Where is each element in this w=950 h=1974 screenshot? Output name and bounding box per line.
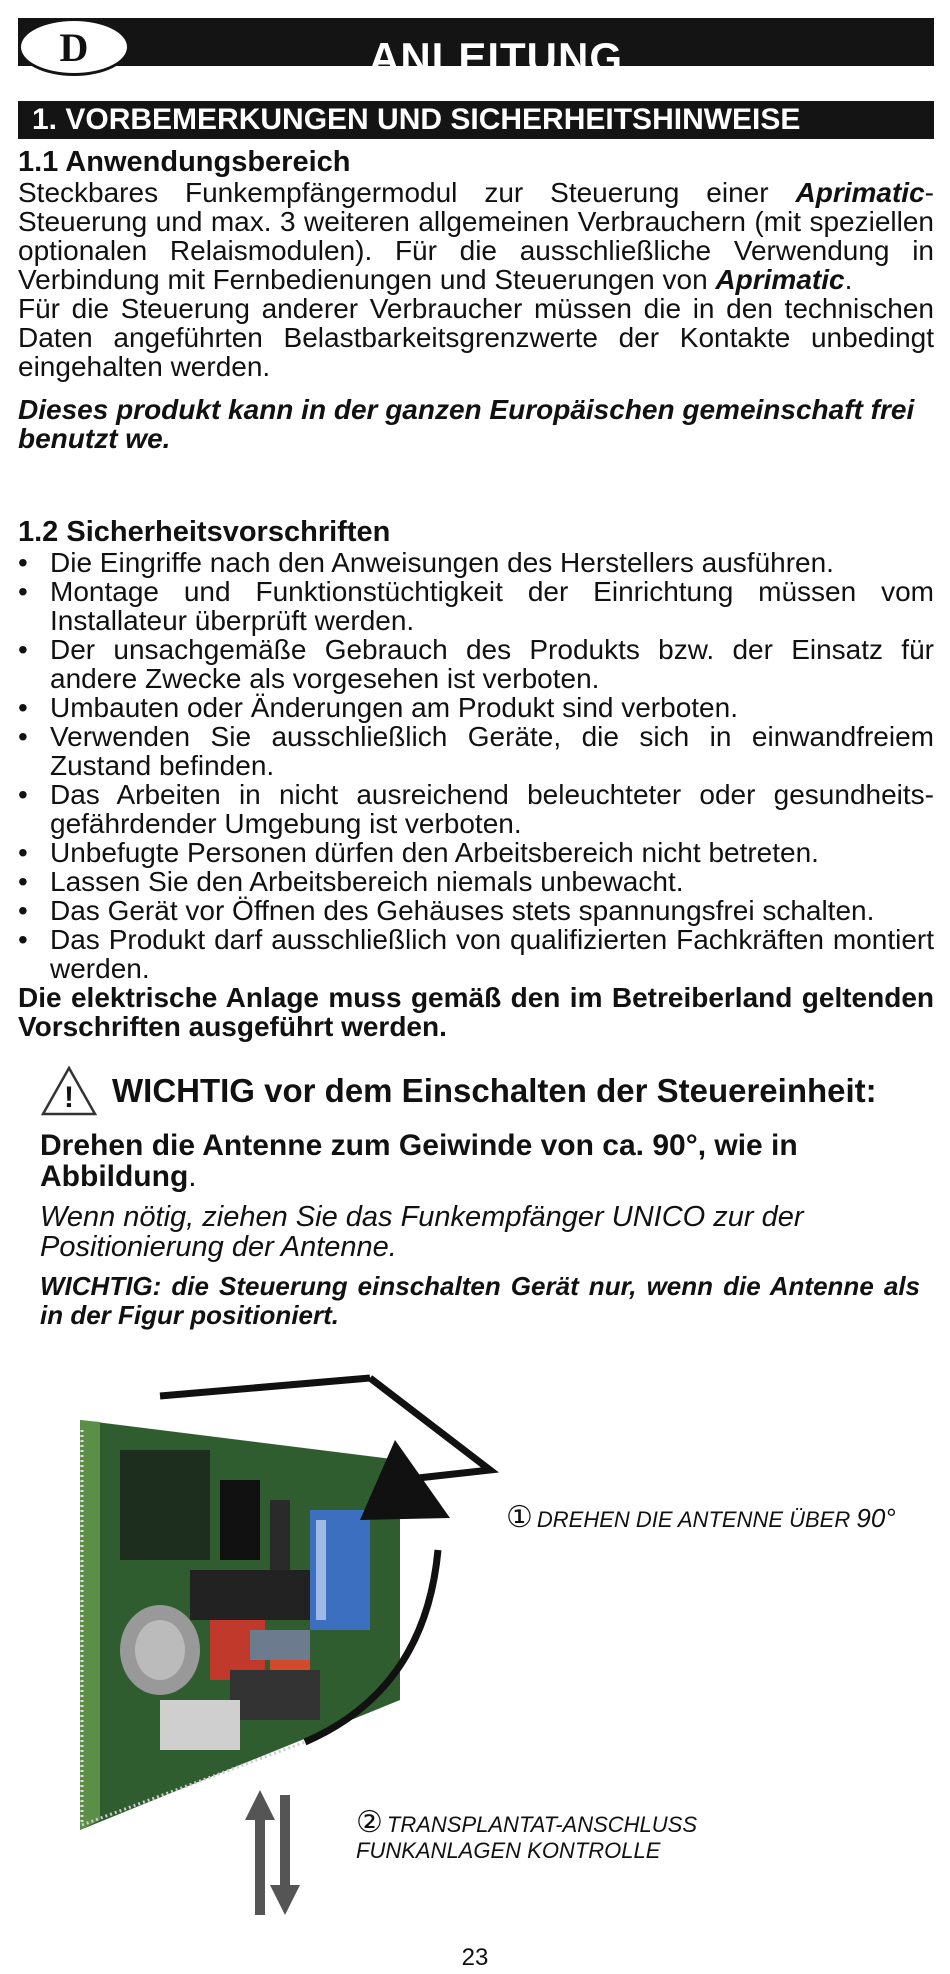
bullet: •	[18, 866, 28, 897]
callout-text: TRANSPLANTAT-ANSCHLUSS FUNKANLAGEN KONTROLLE	[356, 1812, 698, 1863]
warning-symbol: !	[64, 1081, 74, 1114]
warning-instruction: Drehen die Antenne zum Geiwinde von ca. 90°, wie in Abbildung.	[40, 1129, 798, 1193]
safety-rule-item: • Unbefugte Personen dürfen den Arbeitsbereich nicht betreten.	[18, 837, 819, 868]
warning-block	[40, 1062, 920, 1330]
scope-heading: 1.1 Anwendungsbereich	[18, 146, 351, 178]
page-number: 23	[461, 1944, 489, 1971]
page-title: ANLEITUNG	[369, 34, 623, 81]
safety-heading: 1.2 Sicherheitsvorschriften	[18, 516, 391, 548]
scope-section	[18, 146, 934, 453]
safety-rule-item: • Montage und Funktionstüchtigkeit der Einrichtung müssen vom Installateur überprüft werden.	[18, 576, 934, 636]
scope-paragraph-1: Steckbares Funkempfängermodul zur Steuerung einer Aprimatic-Steuerung und max. 3 weiteren allgemeinen Verbrauchern (mit speziellen optionalen Relaismodulen). Für die ausschließliche Verwendung in Verbindung mit Fernbedienungen und Steuerungen von Aprimatic.	[18, 177, 934, 295]
bullet: •	[18, 634, 28, 665]
callout-number: ①	[506, 1501, 533, 1534]
safety-section	[18, 516, 934, 1041]
safety-rule-item: • Verwenden Sie ausschließlich Geräte, die sich in einwandfreiem Zustand befinden.	[18, 721, 934, 781]
antenna-figure	[60, 1370, 920, 1920]
callout-text: DREHEN DIE ANTENNE ÜBER	[536, 1507, 851, 1532]
section-title: 1. VORBEMERKUNGEN UND SICHERHEITSHINWEISE	[18, 101, 934, 139]
eu-usage-note: Dieses produkt kann in der ganzen Europäischen gemeinschaft frei benutzt we.	[18, 394, 915, 454]
safety-rule-item: • Lassen Sie den Arbeitsbereich niemals unbewacht.	[18, 866, 684, 897]
safety-rule-item: • Umbauten oder Änderungen am Produkt sind verboten.	[18, 692, 738, 723]
warning-important-note: WICHTIG: die Steuerung einschalten Gerät nur, wenn die Antenne als in der Figur positioniert.	[40, 1271, 920, 1330]
header-bar	[18, 18, 934, 81]
bullet: •	[18, 692, 28, 723]
scope-paragraph-2: Für die Steuerung anderer Verbraucher müssen die in den technischen Daten angeführten Belastbarkeitsgrenzwerte der Kontakte unbedingt eingehalten werden.	[18, 293, 934, 382]
safety-rule-item: • Der unsachgemäße Gebrauch des Produkts bzw. der Einsatz für andere Zwecke als vorgesehen ist verboten.	[18, 634, 934, 694]
safety-closing-note: Die elektrische Anlage muss gemäß den im Betreiberland geltenden Vorschriften ausgeführt werden.	[18, 982, 934, 1042]
safety-rule-item: • Die Eingriffe nach den Anweisungen des Herstellers ausführen.	[18, 547, 834, 578]
warning-title: WICHTIG vor dem Einschalten der Steuereinheit:	[112, 1072, 877, 1109]
bullet: •	[18, 924, 28, 955]
warning-triangle-icon	[40, 1065, 98, 1117]
callout-rotate-antenna	[506, 1500, 896, 1535]
callout-degrees: 90°	[856, 1503, 896, 1533]
safety-rule-item: • Das Arbeiten in nicht ausreichend beleuchteter oder gesundheits-gefährdender Umgebung ist verboten.	[18, 779, 934, 839]
safety-rule-item: • Das Produkt darf ausschließlich von qualifizierten Fachkräften montiert werden.	[18, 924, 934, 984]
warning-hint: Wenn nötig, ziehen Sie das Funkempfänger UNICO zur der Positionierung der Antenne.	[40, 1201, 804, 1263]
bullet: •	[18, 721, 28, 752]
language-badge: D	[18, 18, 130, 76]
callout-number: ②	[356, 1806, 383, 1839]
safety-rules-list	[18, 548, 934, 983]
bullet: •	[18, 779, 28, 810]
safety-rule-item: • Das Gerät vor Öffnen des Gehäuses stets spannungsfrei schalten.	[18, 895, 875, 926]
bullet: •	[18, 576, 28, 607]
callout-connection-check	[356, 1806, 826, 1864]
brand-name: Aprimatic	[715, 264, 845, 295]
bullet: •	[18, 895, 28, 926]
bullet: •	[18, 547, 28, 578]
brand-name: Aprimatic	[795, 177, 925, 208]
bullet: •	[18, 837, 28, 868]
